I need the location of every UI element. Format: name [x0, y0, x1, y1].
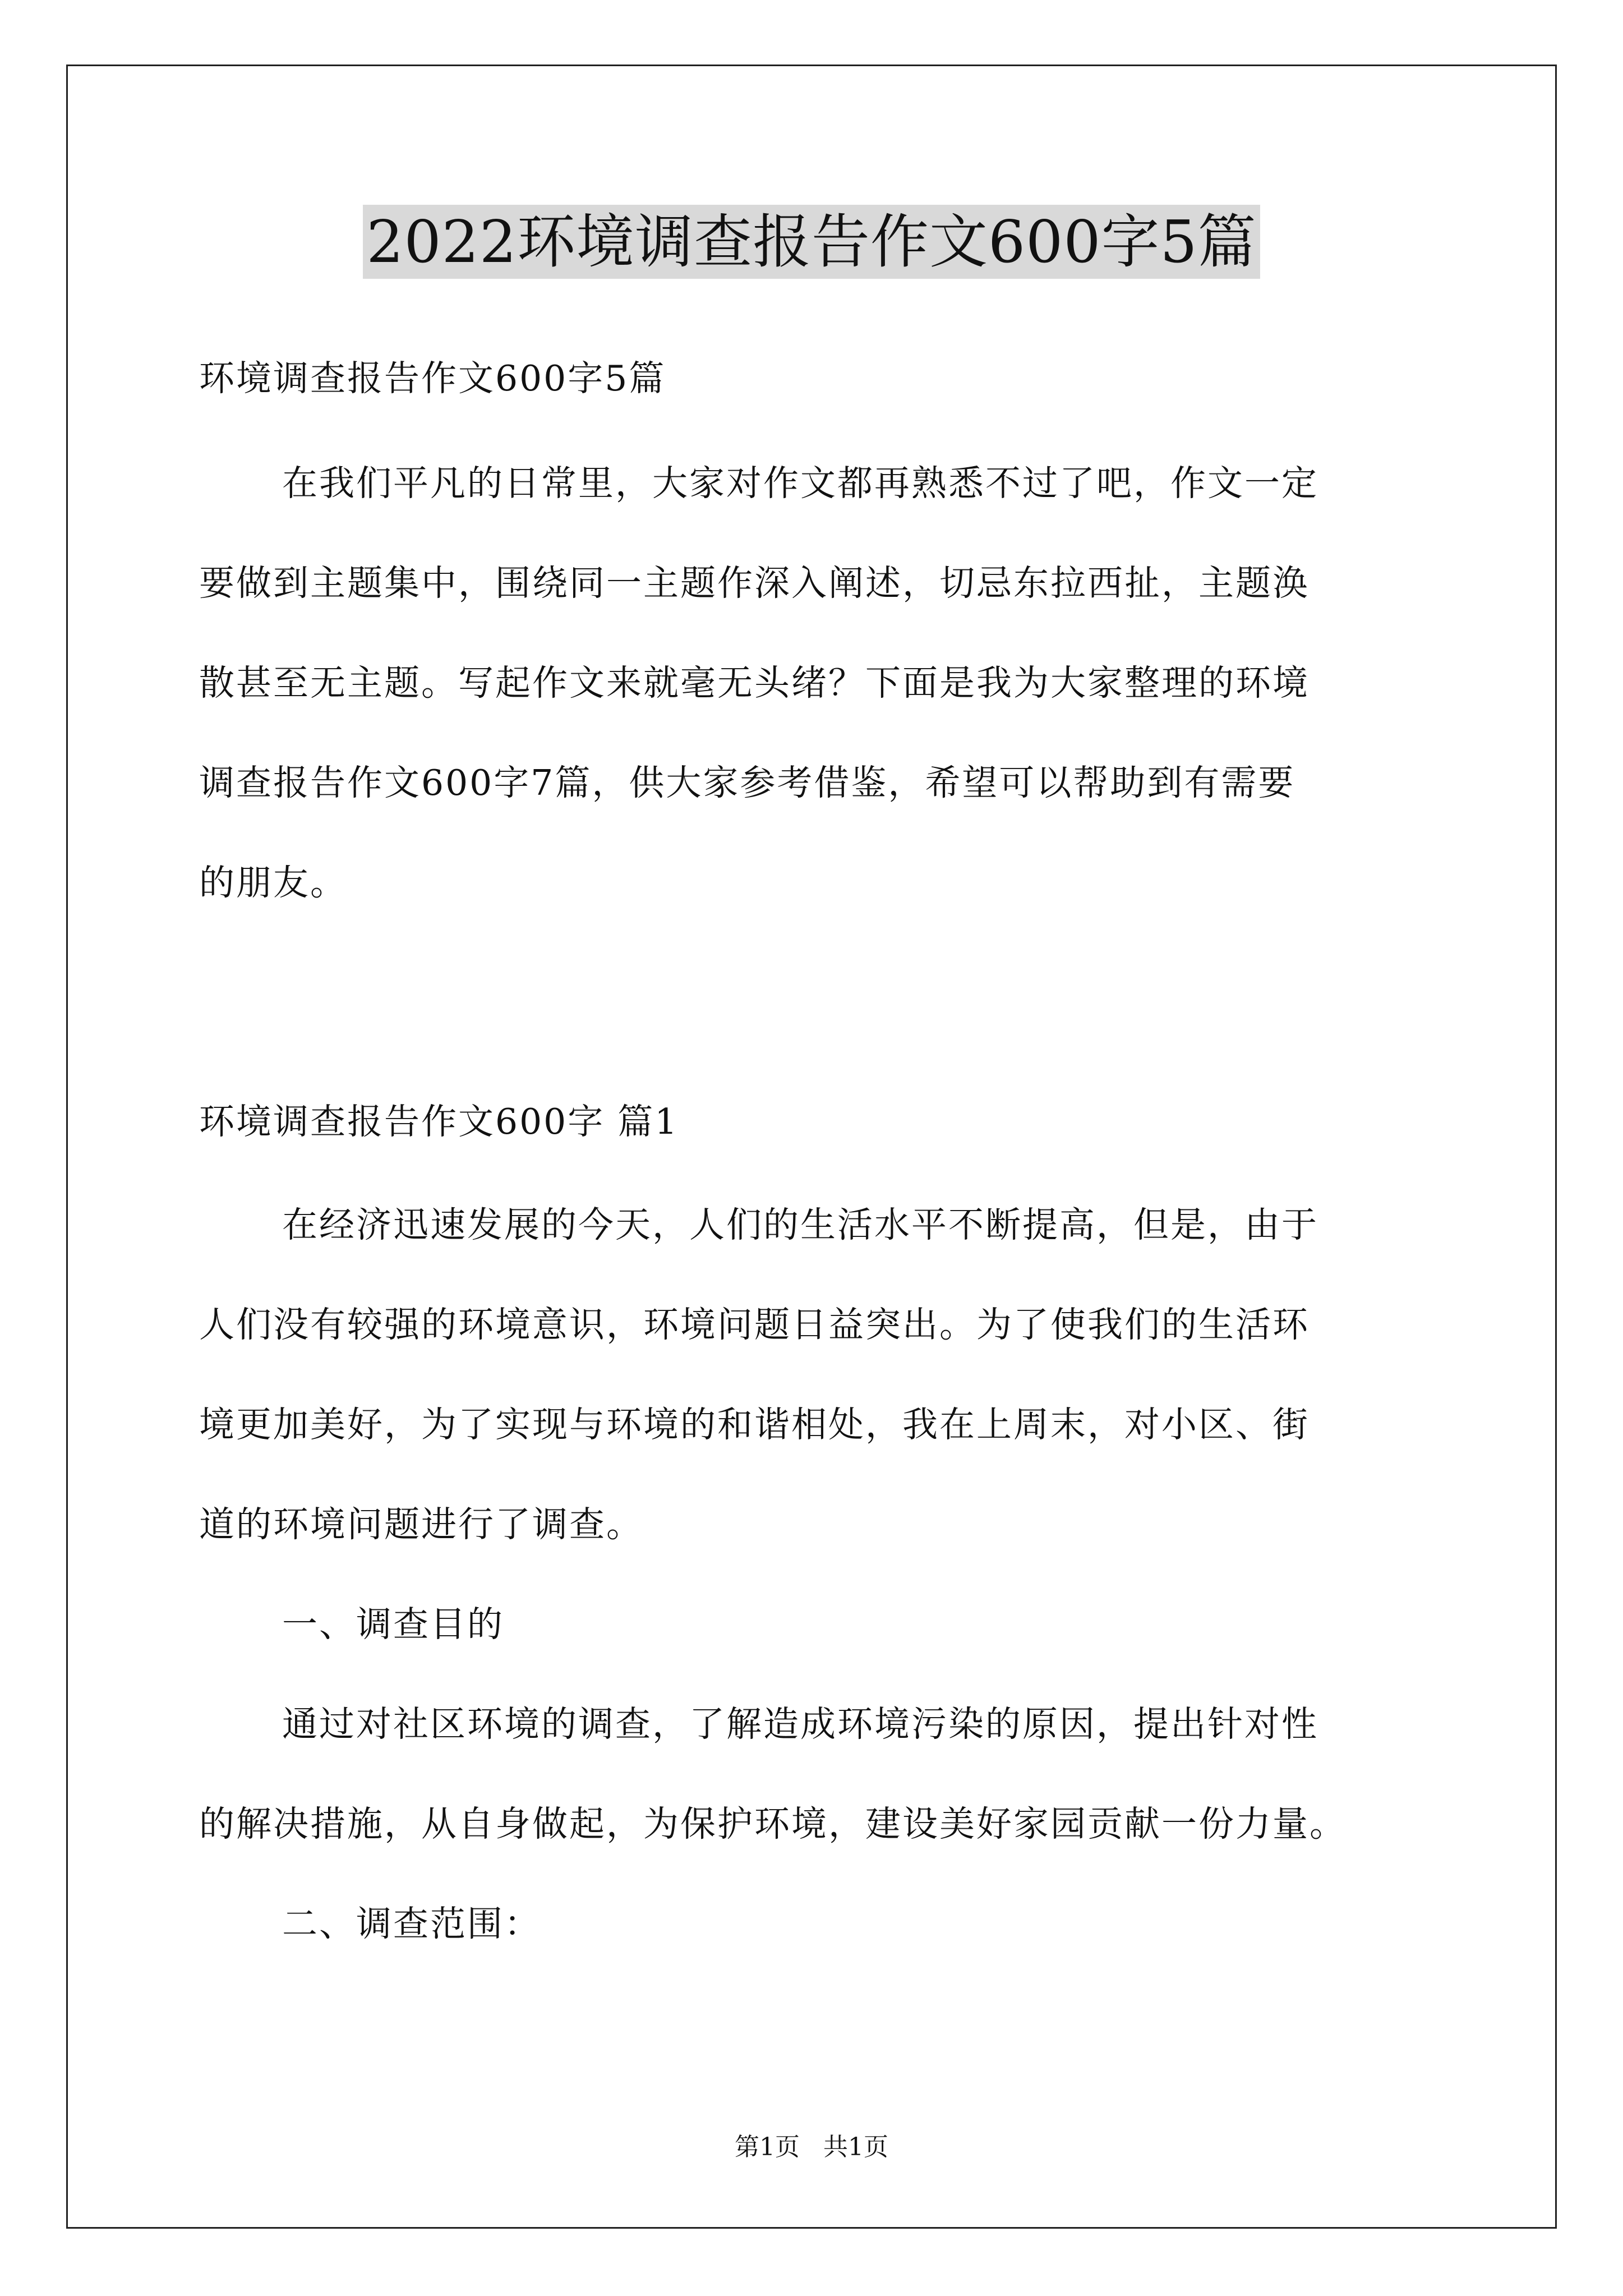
intro-line: 散甚至无主题。写起作文来就毫无头绪？下面是我为大家整理的环境	[199, 662, 1310, 703]
scope-heading: 二、调查范围：	[282, 1903, 541, 1944]
document-title: 2022环境调查报告作文600字5篇	[363, 205, 1260, 279]
document-subtitle: 环境调查报告作文600字5篇	[199, 358, 666, 399]
intro-line: 在我们平凡的日常里，大家对作文都再熟悉不过了吧，作文一定	[282, 463, 1318, 504]
title-container	[0, 205, 1623, 279]
purpose-line: 的解决措施，从自身做起，为保护环境，建设美好家园贡献一份力量。	[199, 1803, 1347, 1844]
intro-line: 要做到主题集中，围绕同一主题作深入阐述，切忌东拉西扯，主题涣	[199, 563, 1310, 604]
section-line: 人们没有较强的环境意识，环境问题日益突出。为了使我们的生活环	[199, 1304, 1310, 1345]
purpose-line: 通过对社区环境的调查，了解造成环境污染的原因，提出针对性	[282, 1704, 1318, 1745]
intro-line: 的朋友。	[199, 862, 347, 903]
section-heading: 环境调查报告作文600字 篇1	[199, 1101, 679, 1142]
purpose-heading: 一、调查目的	[282, 1604, 504, 1645]
section-line: 道的环境问题进行了调查。	[199, 1504, 643, 1545]
page-number-total: 共1页	[823, 2133, 888, 2161]
page-footer	[0, 2132, 1623, 2163]
section-line: 境更加美好，为了实现与环境的和谐相处，我在上周末，对小区、街	[199, 1404, 1310, 1445]
intro-line: 调查报告作文600字7篇，供大家参考借鉴，希望可以帮助到有需要	[199, 762, 1295, 803]
page-number-current: 第1页	[735, 2133, 800, 2161]
section-line: 在经济迅速发展的今天，人们的生活水平不断提高，但是，由于	[282, 1204, 1318, 1245]
